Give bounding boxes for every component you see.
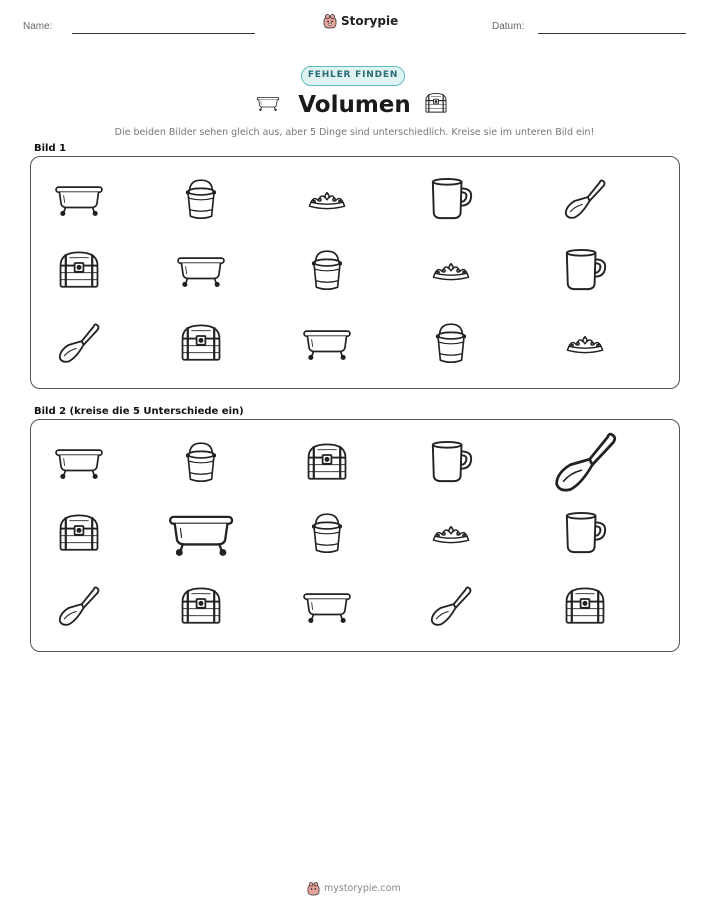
scoop-icon[interactable] [551, 429, 620, 495]
tiara-icon[interactable] [431, 521, 471, 545]
mug-icon [429, 177, 473, 221]
chest-icon [57, 249, 101, 291]
scoop-icon [56, 321, 102, 365]
bucket-icon [309, 247, 345, 293]
date-label: Datum: [492, 21, 525, 32]
mug-icon [563, 248, 607, 292]
bucket-icon [433, 320, 469, 366]
instructions: Die beiden Bilder sehen gleich aus, aber 5 Dinge sind unterschiedlich. Kreise sie im unteren Bild ein! [114, 127, 595, 138]
treasure-chest-icon [423, 92, 449, 114]
name-field[interactable] [72, 33, 255, 34]
picture2-panel[interactable] [30, 419, 680, 652]
storypie-mascot-icon [323, 13, 337, 29]
mug-icon[interactable] [429, 440, 473, 484]
chest-icon[interactable] [563, 585, 607, 627]
tiara-icon [565, 331, 605, 355]
picture1-label: Bild 1 [34, 143, 67, 154]
date-field[interactable] [538, 33, 686, 34]
bathtub-icon[interactable] [53, 445, 105, 479]
picture2-label: Bild 2 (kreise die 5 Unterschiede ein) [34, 406, 244, 417]
bathtub-icon [301, 326, 353, 360]
brand-name: Storypie [341, 14, 399, 28]
mug-icon[interactable] [563, 511, 607, 555]
chest-icon [179, 322, 223, 364]
bucket-icon[interactable] [183, 439, 219, 485]
footer-url[interactable]: mystorypie.com [324, 883, 401, 894]
chest-icon[interactable] [57, 512, 101, 554]
bucket-icon [183, 176, 219, 222]
bathtub-icon[interactable] [301, 589, 353, 623]
bathtub-icon [175, 253, 227, 287]
scoop-icon[interactable] [56, 584, 102, 628]
category-badge: FEHLER FINDEN [301, 66, 405, 86]
bathtub-icon [53, 182, 105, 216]
name-label: Name: [23, 21, 53, 32]
bathtub-icon[interactable] [166, 510, 236, 556]
scoop-icon[interactable] [428, 584, 474, 628]
brand-logo [323, 13, 398, 29]
chest-icon[interactable] [179, 585, 223, 627]
tiara-icon [307, 187, 347, 211]
picture1-panel [30, 156, 680, 389]
scoop-icon [562, 177, 608, 221]
bucket-icon[interactable] [309, 510, 345, 556]
chest-icon[interactable] [305, 441, 349, 483]
footer [307, 881, 401, 896]
tiara-icon [431, 258, 471, 282]
page-title: Volumen [298, 92, 411, 118]
storypie-mascot-icon [307, 881, 320, 896]
